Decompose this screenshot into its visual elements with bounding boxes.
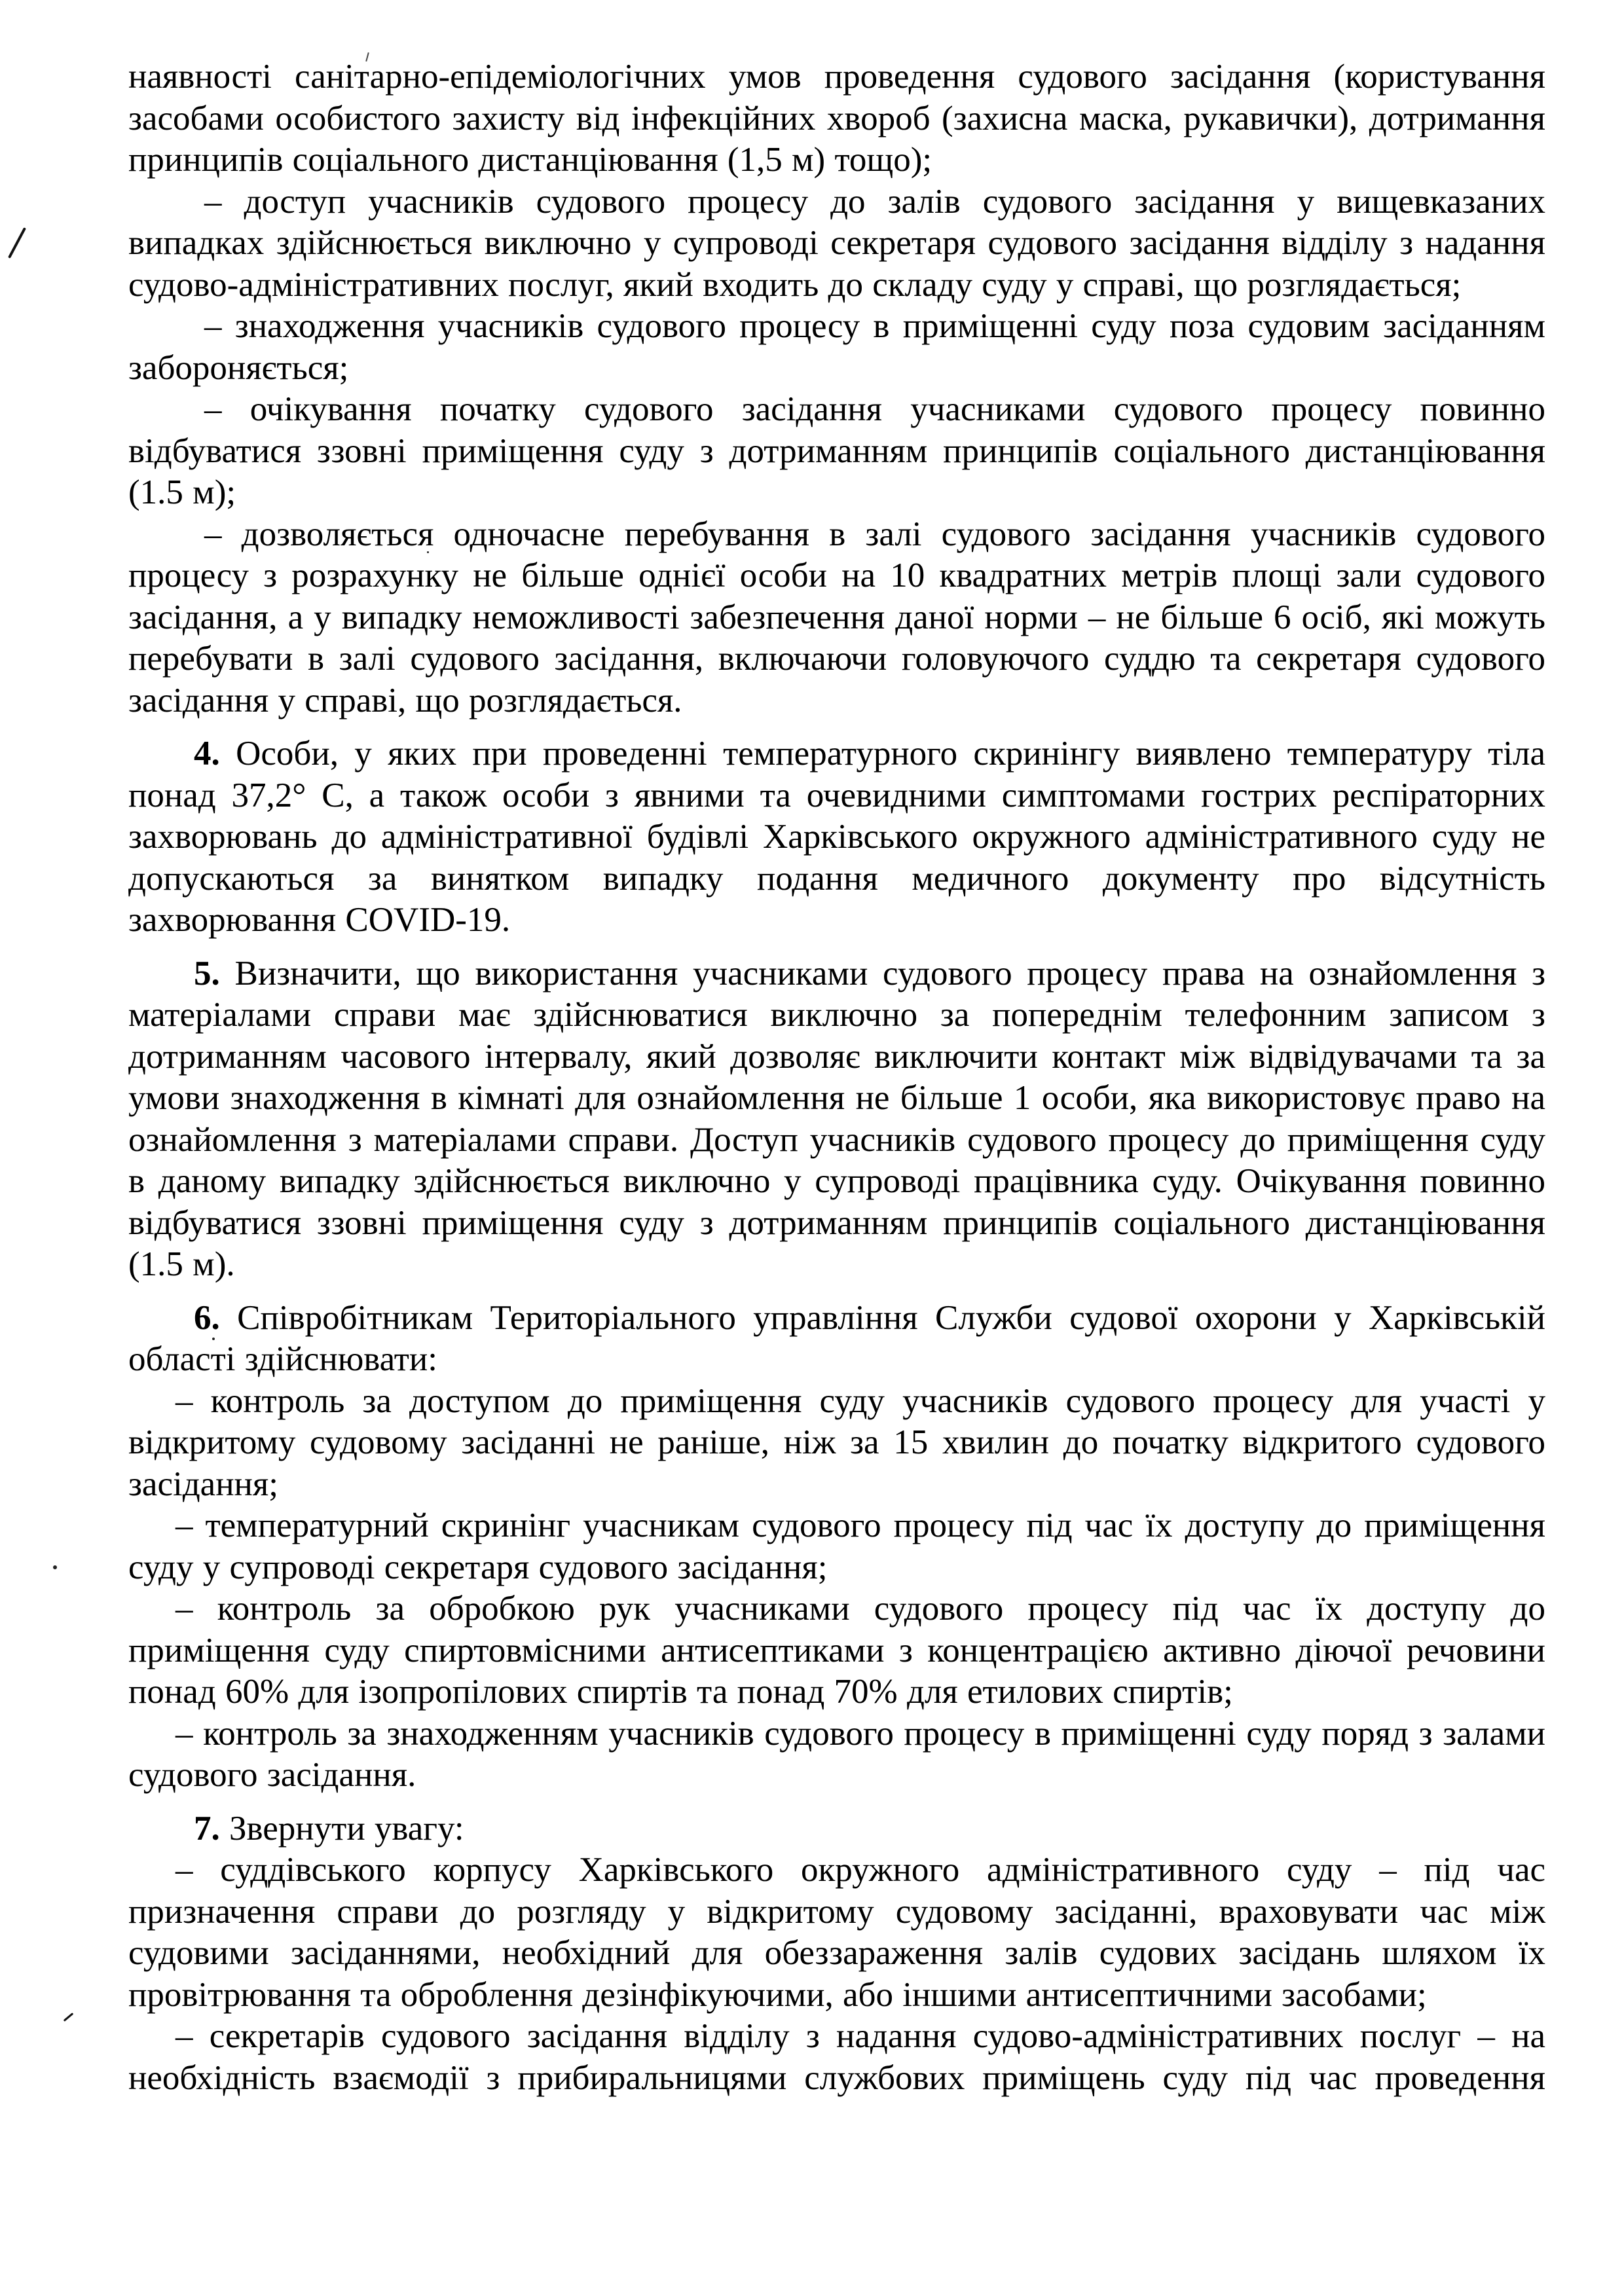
paragraph-number: 4. (194, 735, 220, 773)
margin-speck (53, 1565, 57, 1569)
paragraph-dash-waiting-outside: – очікування початку судового засідання учасниками судового процесу повинно відбуватися ззовні приміщення суду з дотриманням принципів соціального дистанціювання (1.5 м); (128, 390, 1545, 511)
paragraph-number: 6. (194, 1298, 220, 1337)
paragraph-text: Особи, у яких при проведенні температурного скринінгу виявлено температуру тіла понад 37,2° С, а також особи з явними та очевидними симптомами гострих респіраторних захворювань до адміністративної будівлі Харківського окружного адміністративного суду не допускаються за винятком випадку подання медичного документу про відсутність захворювання COVID-19. (128, 735, 1546, 939)
paragraph-number: 7. (194, 1809, 220, 1848)
paragraph-number: 5. (194, 954, 220, 993)
margin-pen-mark (64, 2013, 74, 2022)
paragraph-6-court-security (128, 1298, 1545, 1381)
paragraph-dash-occupancy-limit: – дозволяється одночасне перебування в залі судового засідання учасників судового процесу з розрахунку не більше однієї особи на 10 квадратних метрів площі зали судового засідання, а у випадку неможливості забезпечення даної норми – не більше 6 осіб, які можуть перебувати в залі судового засідання, включаючи головуючого суддю та секретаря судового засідання у справі, що розглядається. (128, 515, 1545, 720)
paragraph-dash-hand-sanitizing: – контроль за обробкою рук учасниками судового процесу під час їх доступу до приміщення суду спиртовмісними антисептиками з концентрацією активно діючої речовини понад 60% для ізопропілових спиртів та понад 70% для етилових спиртів; (128, 1590, 1545, 1711)
paragraph-7-attention (128, 1808, 1545, 1850)
margin-pen-mark (8, 227, 26, 259)
paragraph-dash-temperature-check: – температурний скринінг учасникам судового процесу під час їх доступу до приміщення суду у супроводі секретаря судового засідання; (128, 1506, 1545, 1586)
paragraph-text: Визначити, що використання учасниками судового процесу права на ознайомлення з матеріалами справи має здійснюватися виключно за попереднім телефонним записом з дотриманням часового інтервалу, який дозволяє виключити контакт між відвідувачами та за умови знаходження в кімнаті для ознайомлення не більше 1 особи, яка використовує право на ознайомлення з матеріалами справи. Доступ учасників судового процесу до приміщення суду в даному випадку здійснюється виключно у супроводі працівника суду. Очікування повинно відбуватися ззовні приміщення суду з дотриманням принципів соціального дистанціювання (1.5 м). (128, 954, 1545, 1283)
document-page (128, 56, 1545, 2099)
paragraph-dash-presence-control: – контроль за знаходженням учасників судового процесу в приміщенні суду поряд з залами судового засідання. (128, 1714, 1545, 1794)
paragraph-dash-presence-prohibited: – знаходження учасників судового процесу в приміщенні суду поза судовим засіданням забороняється; (128, 307, 1545, 387)
paragraph-dash-judges: – суддівського корпусу Харківського окружного адміністративного суду – під час призначення справи до розгляду у відкритому судовому засіданні, враховувати час між судовими засіданнями, необхідний для обеззараження залів судових засідань шляхом їх провітрювання та оброблення дезінфікуючими, або іншими антисептичними засобами; (128, 1851, 1545, 2014)
paragraph-dash-secretaries: – секретарів судового засідання відділу з надання судово-адміністративних послуг – на необхідність взаємодії з прибиральницями службових приміщень суду під час проведення (128, 2017, 1545, 2097)
paragraph-dash-access-control: – контроль за доступом до приміщення суду учасників судового процесу для участі у відкритому судовому засіданні не раніше, ніж за 15 хвилин до початку відкритого судового засідання; (128, 1381, 1545, 1503)
paragraph-text: Співробітникам Територіального управління Служби судової охорони у Харківській області здійснювати: (128, 1298, 1546, 1378)
paragraph-4-temperature-screening (128, 733, 1545, 941)
paragraph-continuation: наявності санітарно-епідеміологічних умов проведення судового засідання (користування засобами особистого захисту від інфекційних хвороб (захисна маска, рукавички), дотримання принципів соціального дистанціювання (1,5 м) тощо); (128, 58, 1545, 179)
paragraph-text: Звернути увагу: (229, 1809, 464, 1848)
paragraph-dash-court-access: – доступ учасників судового процесу до залів судового засідання у вищевказаних випадках здійснюється виключно у супроводі секретаря судового засідання відділу з надання судово-адміністративних послуг, який входить до складу суду у справі, що розглядається; (128, 182, 1545, 304)
paragraph-5-case-materials (128, 953, 1545, 1286)
